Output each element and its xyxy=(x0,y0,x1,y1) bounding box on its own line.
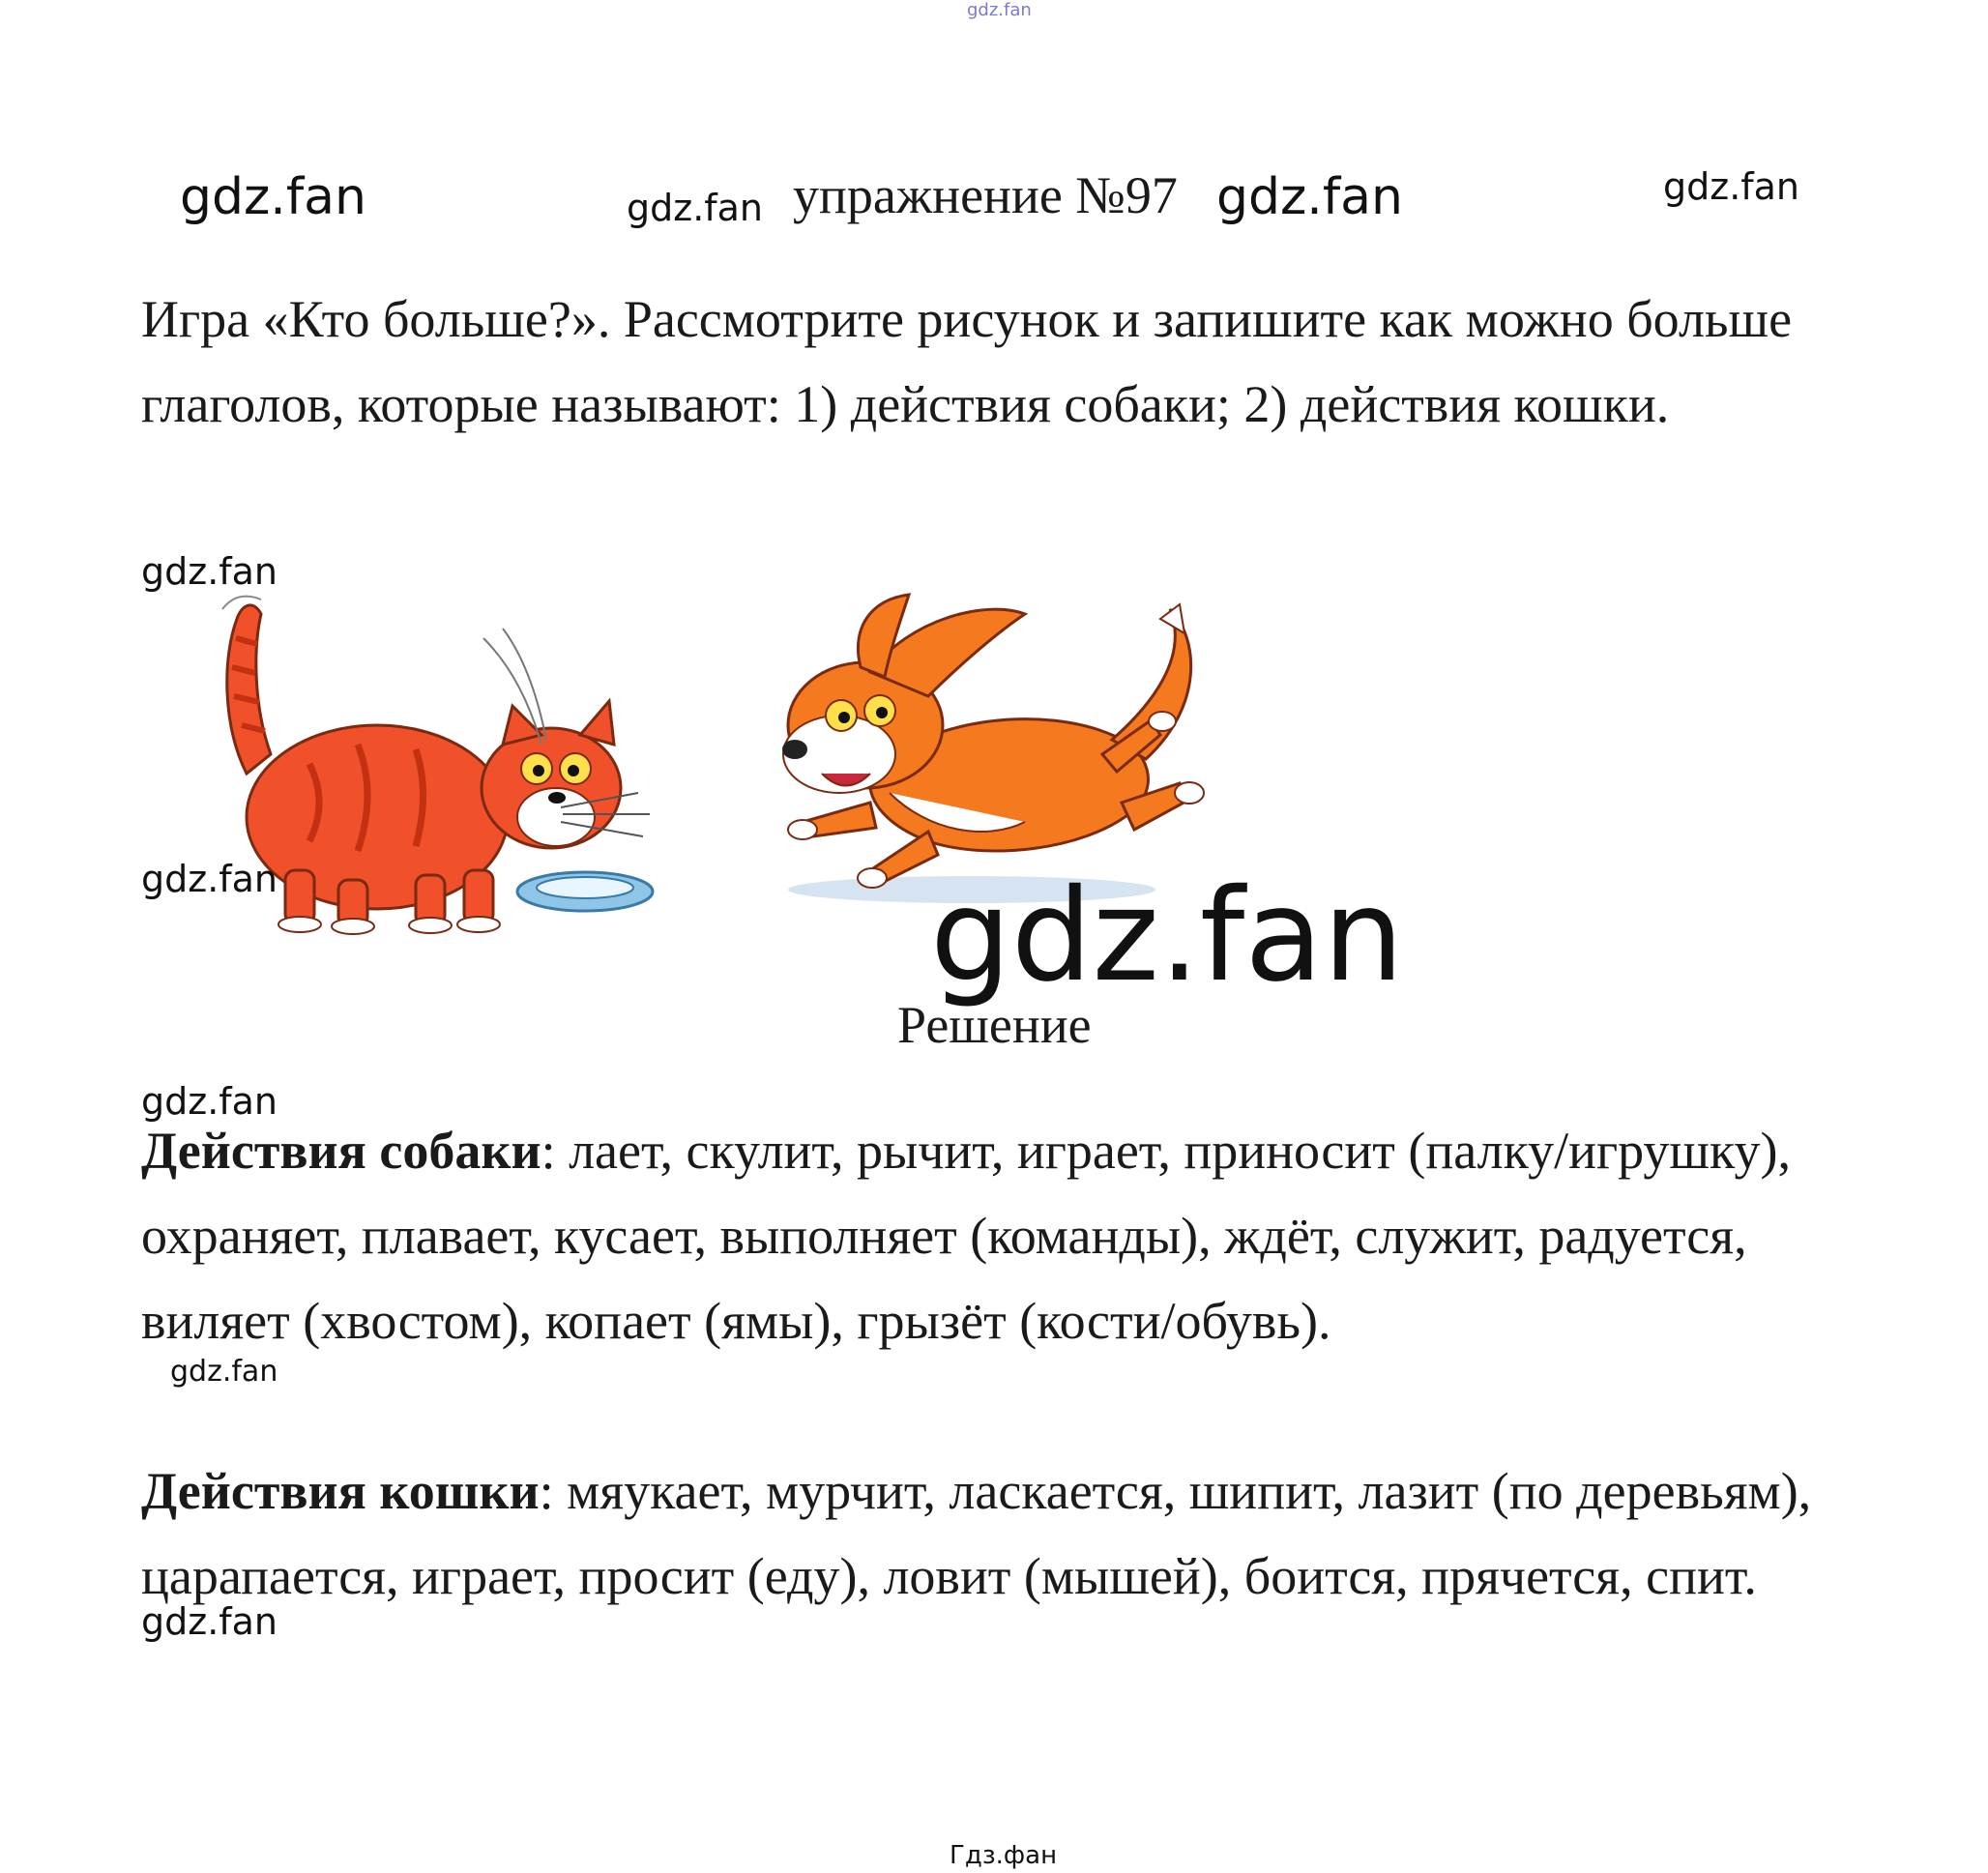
watermark-header-after-title: gdz.fan xyxy=(1216,168,1403,226)
cat-actions: : мяукает, мурчит, ласкается, шипит, лазит (по деревьям), царапается, играет, просит (еду), ловит (мышей), боится, прячется, спит. xyxy=(141,1462,1812,1605)
solution-dog-paragraph xyxy=(141,1108,1882,1363)
dog-actions: : лает, скулит, рычит, играет, приносит (палку/игрушку), охраняет, плавает, кусает, выполняет (команды), ждёт, служит, радуется, виляет (хвостом), копает (ямы), грызёт (кости/обувь). xyxy=(141,1122,1791,1350)
dog-label: Действия собаки xyxy=(141,1122,541,1180)
cat-label: Действия кошки xyxy=(141,1462,540,1520)
watermark-left-5: gdz.fan xyxy=(141,1600,278,1643)
footer-text: Гдз.фан xyxy=(950,1841,1058,1870)
watermark-left-4: gdz.fan xyxy=(170,1355,278,1389)
solution-cat-paragraph xyxy=(141,1449,1882,1619)
watermark-header-right: gdz.fan xyxy=(1663,165,1800,208)
solution-heading: Решение xyxy=(897,996,1092,1054)
watermark-header-mid: gdz.fan xyxy=(627,187,764,229)
task-paragraph xyxy=(141,277,1882,447)
dog-running-icon xyxy=(782,595,1204,903)
watermark-top: gdz.fan xyxy=(967,0,1032,20)
milk-plate-icon xyxy=(517,872,653,911)
watermark-left-2: gdz.fan xyxy=(141,858,278,900)
watermark-header-left: gdz.fan xyxy=(180,168,366,226)
page-title: упражнение №97 xyxy=(793,166,1178,224)
task-text: Игра «Кто больше?». Рассмотрите рисунок и запишите как можно больше глаголов, которые называют: 1) действия собаки; 2) действия кошки. xyxy=(141,290,1793,433)
watermark-left-1: gdz.fan xyxy=(141,550,278,593)
watermark-big: gdz.fan xyxy=(930,862,1404,1010)
watermark-left-3: gdz.fan xyxy=(141,1080,278,1123)
